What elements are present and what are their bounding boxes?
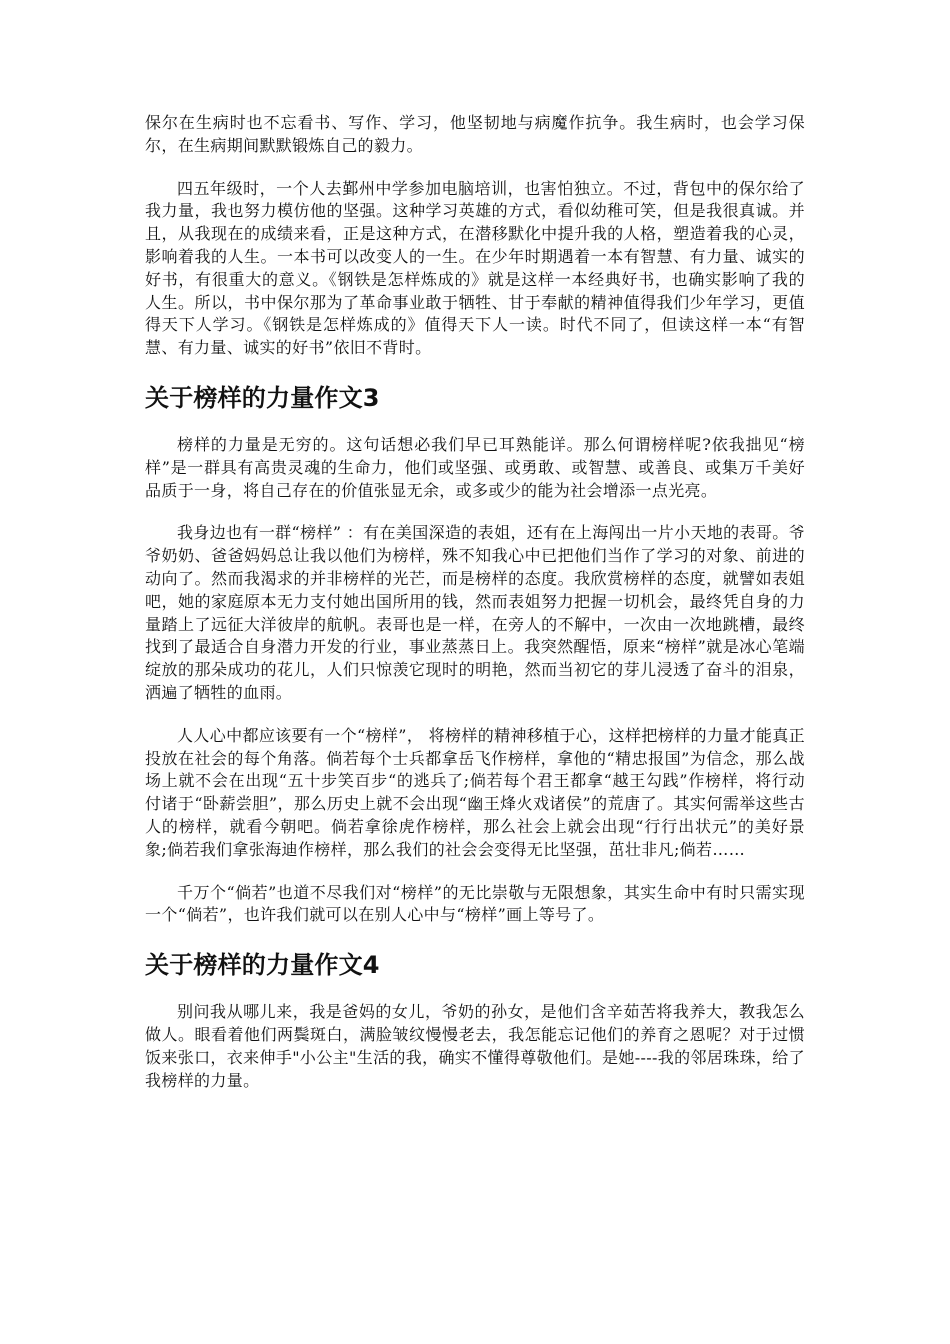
paragraph-continued: 保尔在生病时也不忘看书、写作、学习，他坚韧地与病魔作抗争。我生病时，也会学习保尔，在生病期间默默锻炼自己的毅力。 [145,113,805,155]
section-heading-4: 关于榜样的力量作文4 [145,951,380,980]
paragraph: 榜样的力量是无穷的。这句话想必我们早已耳熟能详。那么何谓榜样呢?依我拙见“榜样”是一群具有高贵灵魂的生命力，他们或坚强、或勇敢、或智慧、或善良、或集万千美好品质于一身，将自己存在的价值张显无余，或多或少的能为社会增添一点光亮。 [145,434,805,500]
paragraph: 千万个“倘若”也道不尽我们对“榜样”的无比崇敬与无限想象，其实生命中有时只需实现一个“倘若”，也许我们就可以在别人心中与“榜样”画上等号了。 [145,882,805,925]
paragraph: 别问我从哪儿来，我是爸妈的女儿，爷奶的孙女，是他们含辛茹苦将我养大，教我怎么做人。眼看着他们两鬓斑白，满脸皱纹慢慢老去，我怎能忘记他们的养育之恩呢？对于过惯饭来张口，衣来伸手"小公主"生活的我，确实不懂得尊敬他们。是她----我的邻居珠珠，给了我榜样的力量。 [145,1002,805,1090]
paragraph: 我身边也有一群“榜样” ：有在美国深造的表姐，还有在上海闯出一片小天地的表哥。爷爷奶奶、爸爸妈妈总让我以他们为榜样，殊不知我心中已把他们当作了学习的对象、前进的动向了。然而我渴求的并非榜样的光芒，而是榜样的态度。我欣赏榜样的态度，就譬如表姐吧，她的家庭原本无力支付她出国所用的钱，然而表姐努力把握一切机会，最终凭自身的力量踏上了远征大洋彼岸的航帆。表哥也是一样，在旁人的不解中，一次由一次地跳槽，最终找到了最适合自身潜力开发的行业，事业蒸蒸日上。我突然醒悟，原来“榜样”就是冰心笔端绽放的那朵成功的花儿，人们只惊羡它现时的明艳，然而当初它的芽儿浸透了奋斗的泪泉，洒遍了牺牲的血雨。 [145,523,805,702]
paragraph: 四五年级时，一个人去鄞州中学参加电脑培训，也害怕独立。不过，背包中的保尔给了我力量，我也努力模仿他的坚强。这种学习英雄的方式，看似幼稚可笑，但是我很真诚。并且，从我现在的成绩来看，正是这种方式，在潜移默化中提升我的人格，塑造着我的心灵，影响着我的人生。一本书可以改变人的一生。在少年时期遇着一本有智慧、有力量、诚实的好书，有很重大的意义。《钢铁是怎样炼成的》就是这样一本经典好书，也确实影响了我的人生。所以，书中保尔那为了革命事业敢于牺牲、甘于奉献的精神值得我们少年学习，更值得天下人学习。《钢铁是怎样炼成的》值得天下人一读。时代不同了，但读这样一本“有智慧、有力量、诚实的好书”依旧不背时。 [145,178,805,358]
paragraph: 人人心中都应该要有一个“榜样”， 将榜样的精神移植于心，这样把榜样的力量才能真正投放在社会的每个角落。倘若每个士兵都拿岳飞作榜样，拿他的“精忠报国”为信念，那么战场上就不会在出现“五十步笑百步“的逃兵了;倘若每个君王都拿“越王勾践”作榜样，将行动付诸于“卧薪尝胆”，那么历史上就不会出现“幽王烽火戏诸侯”的荒唐了。其实何需举这些古人的榜样，就看今朝吧。倘若拿徐虎作榜样，那么社会上就会出现“行行出状元”的美好景象;倘若我们拿张海迪作榜样，那么我们的社会会变得无比坚强，茁壮非凡;倘若…… [145,725,805,859]
section-heading-3: 关于榜样的力量作文3 [145,383,380,412]
document-body [145,112,805,1092]
